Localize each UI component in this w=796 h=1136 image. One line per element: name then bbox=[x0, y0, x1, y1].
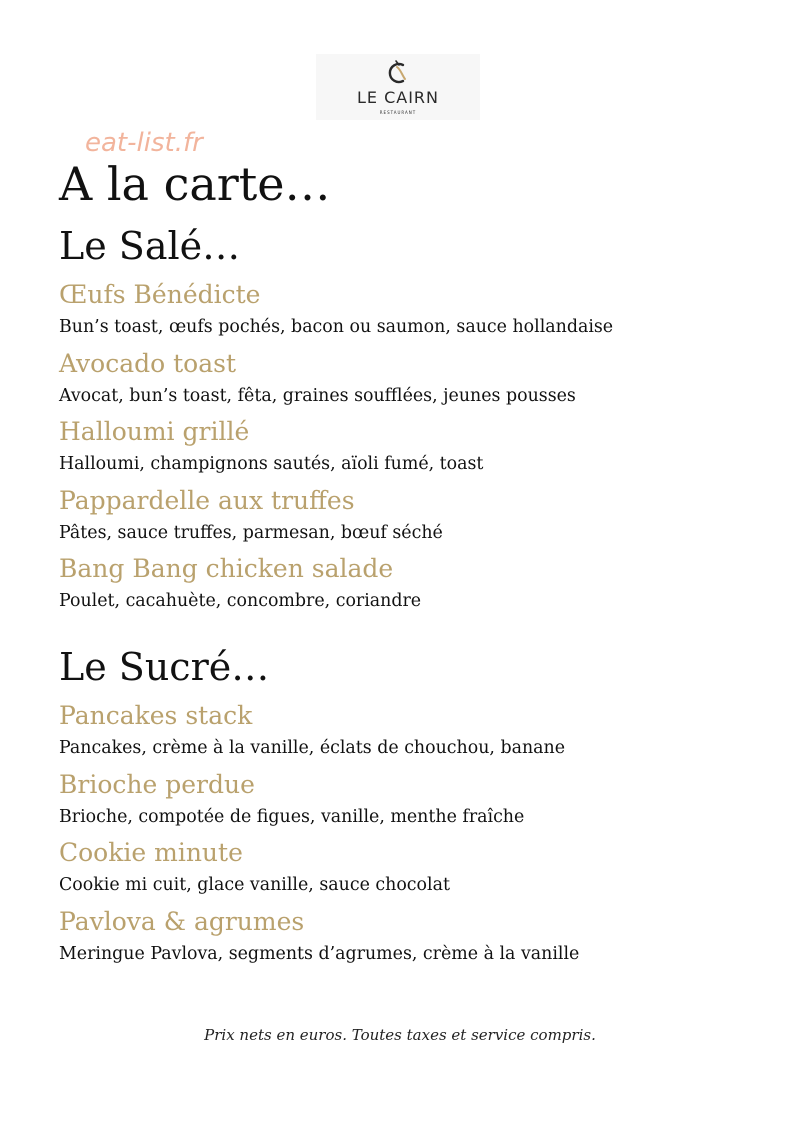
dish-name: Cookie minute bbox=[59, 838, 243, 867]
dish-description: Avocat, bun’s toast, fêta, graines soufflées, jeunes pousses bbox=[59, 385, 576, 406]
dish-name: Pancakes stack bbox=[59, 701, 253, 730]
cairn-logo-icon bbox=[384, 58, 414, 88]
dish-description: Cookie mi cuit, glace vanille, sauce chocolat bbox=[59, 875, 450, 895]
price-note: Prix nets en euros. Toutes taxes et service compris. bbox=[204, 1026, 596, 1044]
logo-name: LE CAIRN bbox=[356, 88, 440, 107]
dish-item bbox=[59, 552, 759, 621]
dish-item bbox=[59, 768, 759, 837]
dish-name: Halloumi grillé bbox=[59, 417, 250, 446]
dish-description: Brioche, compotée de figues, vanille, menthe fraîche bbox=[59, 806, 525, 827]
dish-name: Bang Bang chicken salade bbox=[59, 554, 394, 583]
logo-subtitle: RESTAURANT bbox=[379, 110, 417, 115]
section-title: Le Salé… bbox=[59, 224, 241, 268]
dish-item bbox=[59, 347, 759, 416]
watermark: eat-list.fr bbox=[85, 128, 203, 158]
dish-item bbox=[59, 415, 759, 484]
dish-name: Brioche perdue bbox=[59, 769, 255, 799]
dish-name: Pavlova & agrumes bbox=[59, 906, 305, 936]
dish-item bbox=[59, 836, 759, 905]
dish-item bbox=[59, 699, 759, 768]
dish-description: Bun’s toast, œufs pochés, bacon ou saumon, sauce hollandaise bbox=[59, 317, 614, 337]
dish-name: Pappardelle aux truffes bbox=[59, 485, 355, 515]
dish-name: Avocado toast bbox=[59, 348, 237, 378]
menu-title: A la carte… bbox=[59, 157, 331, 211]
dish-item bbox=[59, 278, 759, 347]
dish-item bbox=[59, 905, 759, 974]
section-sucre bbox=[59, 642, 759, 973]
dish-description: Pancakes, crème à la vanille, éclats de chouchou, banane bbox=[59, 738, 566, 758]
section-title: Le Sucré… bbox=[59, 645, 270, 689]
restaurant-logo bbox=[316, 54, 480, 120]
dish-description: Halloumi, champignons sautés, aïoli fumé, toast bbox=[59, 454, 484, 474]
dish-item bbox=[59, 484, 759, 553]
dish-name: Œufs Bénédicte bbox=[59, 280, 261, 309]
dish-description: Pâtes, sauce truffes, parmesan, bœuf séché bbox=[59, 522, 443, 543]
section-sale bbox=[59, 221, 759, 621]
dish-description: Meringue Pavlova, segments d’agrumes, crème à la vanille bbox=[59, 943, 580, 964]
dish-description: Poulet, cacahuète, concombre, coriandre bbox=[59, 591, 422, 611]
